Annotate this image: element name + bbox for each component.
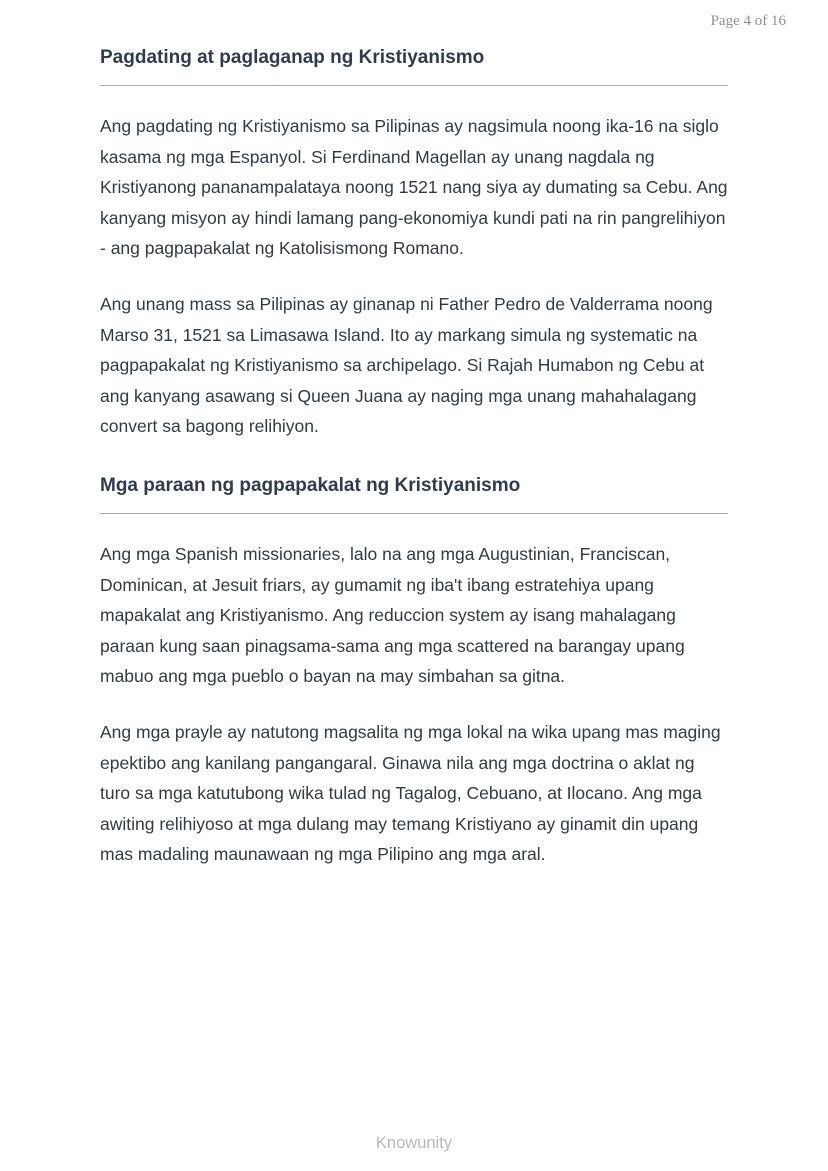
section-heading: Pagdating at paglaganap ng Kristiyanismo [100, 46, 728, 86]
page-indicator: Page 4 of 16 [710, 13, 786, 29]
section-pagdating [100, 46, 728, 442]
paragraph: Ang pagdating ng Kristiyanismo sa Pilipinas ay nagsimula noong ika-16 na siglo kasama ng mga Espanyol. Si Ferdinand Magellan ay unang nagdala ng Kristiyanong pananampalataya noong 1521 nang siya ay dumating sa Cebu. Ang kanyang misyon ay hindi lamang pang-ekonomiya kundi pati na rin pangrelihiyon - ang pagpapakalat ng Katolisismong Romano. [100, 116, 728, 259]
section-mga-paraan [100, 474, 728, 870]
paragraph: Ang unang mass sa Pilipinas ay ginanap ni Father Pedro de Valderrama noong Marso 31, 1521 sa Limasawa Island. Ito ay markang simula ng systematic na pagpapakalat ng Kristiyanismo sa archipelago. Si Rajah Humabon ng Cebu at ang kanyang asawang si Queen Juana ay naging mga unang mahahalagang convert sa bagong relihiyon. [100, 293, 713, 437]
paragraph: Ang mga prayle ay natutong magsalita ng mga lokal na wika upang mas maging epektibo ang kanilang pangangaral. Ginawa nila ang mga doctrina o aklat ng turo sa mga katutubong wika tulad ng Tagalog, Cebuano, at Ilocano. Ang mga awiting relihiyoso at mga dulang may temang Kristiyano ay ginamit din upang mas madaling maunawaan ng mga Pilipino ang mga aral. [100, 721, 721, 865]
footer-brand: Knowunity [375, 1134, 453, 1152]
paragraph: Ang mga Spanish missionaries, lalo na ang mga Augustinian, Franciscan, Dominican, at Jesuit friars, ay gumamit ng iba't ibang estratehiya upang mapakalat ang Kristiyanismo. Ang reduccion system ay isang mahalagang paraan kung saan pinagsama-sama ang mga scattered na barangay upang mabuo ang mga pueblo o bayan na may simbahan sa gitna. [100, 543, 685, 687]
section-heading: Mga paraan ng pagpapakalat ng Kristiyanismo [100, 474, 728, 514]
